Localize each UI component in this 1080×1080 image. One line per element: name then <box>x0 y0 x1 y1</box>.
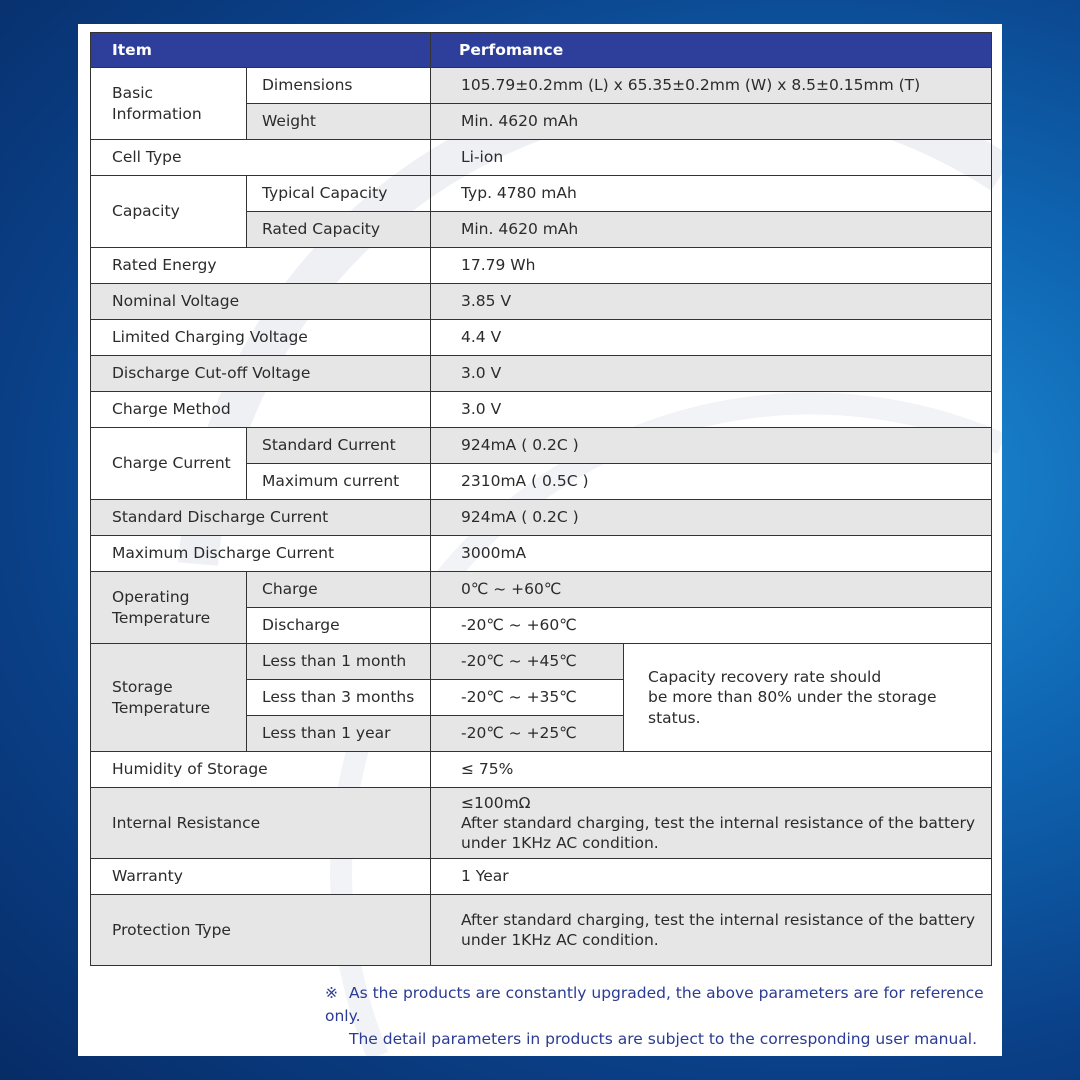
table-row <box>91 284 992 320</box>
row-label-standard-discharge-current: Standard Discharge Current <box>91 500 431 536</box>
value-maximum-discharge-current: 3000mA <box>431 536 992 572</box>
sub-label-less-than-1-year: Less than 1 year <box>247 716 431 752</box>
value-rated-energy: 17.79 Wh <box>431 248 992 284</box>
value-charge-method: 3.0 V <box>431 392 992 428</box>
row-label-charge-method: Charge Method <box>91 392 431 428</box>
footnote-text-2: The detail parameters in products are subject to the corresponding user manual. <box>349 1030 978 1048</box>
sub-label-less-than-1-month: Less than 1 month <box>247 644 431 680</box>
row-label-humidity-of-storage: Humidity of Storage <box>91 752 431 788</box>
row-label-protection-type: Protection Type <box>91 895 431 966</box>
internal-resistance-line2: After standard charging, test the internal resistance of the battery <box>461 813 976 832</box>
value-internal-resistance <box>431 788 992 859</box>
reference-mark-icon: ※ <box>325 984 338 1002</box>
value-less-than-1-month: -20℃ ~ +45℃ <box>431 644 624 680</box>
protection-type-line1: After standard charging, test the internal resistance of the battery <box>461 910 976 929</box>
value-standard-discharge-current: 924mA ( 0.2C ) <box>431 500 992 536</box>
storage-note <box>624 644 992 752</box>
value-less-than-1-year: -20℃ ~ +25℃ <box>431 716 624 752</box>
row-label-discharge-cutoff-voltage: Discharge Cut-off Voltage <box>91 356 431 392</box>
value-discharge-cutoff-voltage: 3.0 V <box>431 356 992 392</box>
value-limited-charging-voltage: 4.4 V <box>431 320 992 356</box>
table-row <box>91 788 992 859</box>
value-operating-charge: 0℃ ~ +60℃ <box>431 572 992 608</box>
specification-table <box>90 32 992 966</box>
footnote <box>325 982 985 1051</box>
table-row <box>91 859 992 895</box>
table-row <box>91 572 992 608</box>
sub-label-typical-capacity: Typical Capacity <box>247 176 431 212</box>
sub-label-operating-discharge: Discharge <box>247 608 431 644</box>
row-label-storage-temperature: Storage Temperature <box>91 644 247 752</box>
table-row <box>91 320 992 356</box>
value-cell-type: Li-ion <box>431 140 992 176</box>
table-row <box>91 68 992 104</box>
spec-sheet-card <box>78 24 1002 1056</box>
internal-resistance-line1: ≤100mΩ <box>461 793 531 812</box>
footnote-text-1: As the products are constantly upgraded, the above parameters are for reference only. <box>325 984 984 1025</box>
header-item: Item <box>91 33 431 68</box>
value-typical-capacity: Typ. 4780 mAh <box>431 176 992 212</box>
value-humidity-of-storage: ≤ 75% <box>431 752 992 788</box>
sub-label-operating-charge: Charge <box>247 572 431 608</box>
row-label-charge-current: Charge Current <box>91 428 247 500</box>
protection-type-line2: under 1KHz AC condition. <box>461 931 659 949</box>
row-label-warranty: Warranty <box>91 859 431 895</box>
header-performance: Perfomance <box>431 33 992 68</box>
table-row <box>91 176 992 212</box>
value-standard-current: 924mA ( 0.2C ) <box>431 428 992 464</box>
value-warranty: 1 Year <box>431 859 992 895</box>
table-row <box>91 500 992 536</box>
table-row <box>91 428 992 464</box>
value-weight: Min. 4620 mAh <box>431 104 992 140</box>
value-rated-capacity: Min. 4620 mAh <box>431 212 992 248</box>
table-row <box>91 752 992 788</box>
table-row <box>91 248 992 284</box>
table-row <box>91 356 992 392</box>
table-row <box>91 536 992 572</box>
row-label-nominal-voltage: Nominal Voltage <box>91 284 431 320</box>
sub-label-less-than-3-months: Less than 3 months <box>247 680 431 716</box>
row-label-internal-resistance: Internal Resistance <box>91 788 431 859</box>
row-label-basic-information: Basic Information <box>91 68 247 140</box>
sub-label-weight: Weight <box>247 104 431 140</box>
sub-label-maximum-current: Maximum current <box>247 464 431 500</box>
table-row <box>91 895 992 966</box>
table-row <box>91 644 992 680</box>
row-label-limited-charging-voltage: Limited Charging Voltage <box>91 320 431 356</box>
sub-label-standard-current: Standard Current <box>247 428 431 464</box>
storage-note-line1: Capacity recovery rate should <box>648 668 882 687</box>
value-operating-discharge: -20℃ ~ +60℃ <box>431 608 992 644</box>
row-label-cell-type: Cell Type <box>91 140 431 176</box>
row-label-rated-energy: Rated Energy <box>91 248 431 284</box>
table-row <box>91 140 992 176</box>
sub-label-dimensions: Dimensions <box>247 68 431 104</box>
internal-resistance-line3: under 1KHz AC condition. <box>461 834 659 853</box>
table-row <box>91 392 992 428</box>
storage-note-line2: be more than 80% under the storage status. <box>648 688 937 727</box>
sub-label-rated-capacity: Rated Capacity <box>247 212 431 248</box>
row-label-maximum-discharge-current: Maximum Discharge Current <box>91 536 431 572</box>
value-dimensions: 105.79±0.2mm (L) x 65.35±0.2mm (W) x 8.5±0.15mm (T) <box>431 68 992 104</box>
row-label-capacity: Capacity <box>91 176 247 248</box>
row-label-operating-temperature: Operating Temperature <box>91 572 247 644</box>
value-nominal-voltage: 3.85 V <box>431 284 992 320</box>
value-protection-type <box>431 895 992 966</box>
footnote-line1 <box>325 982 985 1028</box>
table-header-row <box>91 33 992 68</box>
value-less-than-3-months: -20℃ ~ +35℃ <box>431 680 624 716</box>
value-maximum-current: 2310mA ( 0.5C ) <box>431 464 992 500</box>
